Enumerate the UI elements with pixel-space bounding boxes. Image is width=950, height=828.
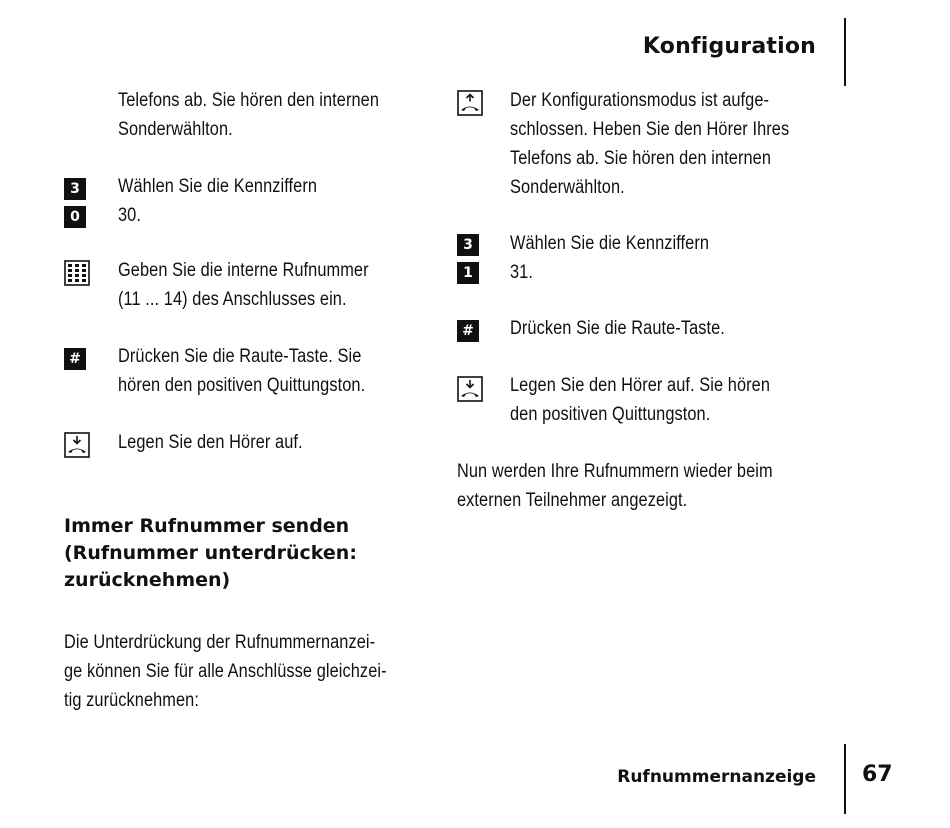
text-line: Geben Sie die interne Rufnummer [118,260,369,281]
text-line: ge können Sie für alle Anschlüsse gleichzei- [64,661,387,682]
hash-key-icon: # [457,320,479,342]
text-line: Telefons ab. Sie hören den internen [118,90,380,111]
left-step4-text [118,342,365,400]
right-step2-text [510,229,709,287]
digit-0-key: 0 [64,206,86,228]
text-line: Sonderwählton. [510,177,625,198]
page-header-title: Konfiguration [642,34,816,59]
handset-lift-icon [457,90,483,116]
header-divider [844,18,846,86]
text-line: Telefons ab. Sie hören den internen [510,148,772,169]
heading-line: zurücknehmen) [64,569,231,591]
footer-divider [844,744,846,814]
text-line: Sonderwählton. [118,119,233,140]
text-line: Nun werden Ihre Rufnummern wieder beim [457,461,773,482]
heading-line: Immer Rufnummer senden [64,515,350,537]
page-number: 67 [862,762,893,787]
text-line: Wählen Sie die Kennziffern [510,233,710,254]
left-step2-text [118,172,317,230]
hash-key-icon: # [64,348,86,370]
text-line: 30. [118,205,141,226]
left-paragraph [64,628,387,715]
text-line: hören den positiven Quittungston. [118,375,366,396]
text-line: Die Unterdrückung der Rufnummernanzei- [64,632,376,653]
left-step1-text [118,86,379,144]
text-line: Legen Sie den Hörer auf. Sie hören [510,375,771,396]
digit-3-key: 3 [457,234,479,256]
text-line: 31. [510,262,533,283]
digit-1-key: 1 [457,262,479,284]
right-step4-text [510,371,770,429]
text-line: den positiven Quittungston. [510,404,711,425]
keypad-icon [64,260,90,286]
handset-hangup-icon [457,376,483,402]
section-heading [64,513,357,594]
text-line: (11 ... 14) des Anschlusses ein. [118,289,347,310]
text-line: Der Konfigurationsmodus ist aufge- [510,90,770,111]
left-step3-text [118,256,369,314]
handset-hangup-icon [64,432,90,458]
text-line: schlossen. Heben Sie den Hörer Ihres [510,119,790,140]
text-line: Wählen Sie die Kennziffern [118,176,318,197]
text-line: Drücken Sie die Raute-Taste. Sie [118,346,362,367]
right-step3-text [510,314,725,343]
text-line: Legen Sie den Hörer auf. [118,432,303,453]
heading-line: (Rufnummer unterdrücken: [64,542,357,564]
digit-3-key: 3 [64,178,86,200]
right-step1-text [510,86,789,202]
right-paragraph [457,457,773,515]
text-line: Drücken Sie die Raute-Taste. [510,318,725,339]
footer-section-title: Rufnummernanzeige [617,767,816,787]
text-line: externen Teilnehmer angezeigt. [457,490,688,511]
left-step5-text [118,428,303,457]
text-line: tig zurücknehmen: [64,690,199,711]
